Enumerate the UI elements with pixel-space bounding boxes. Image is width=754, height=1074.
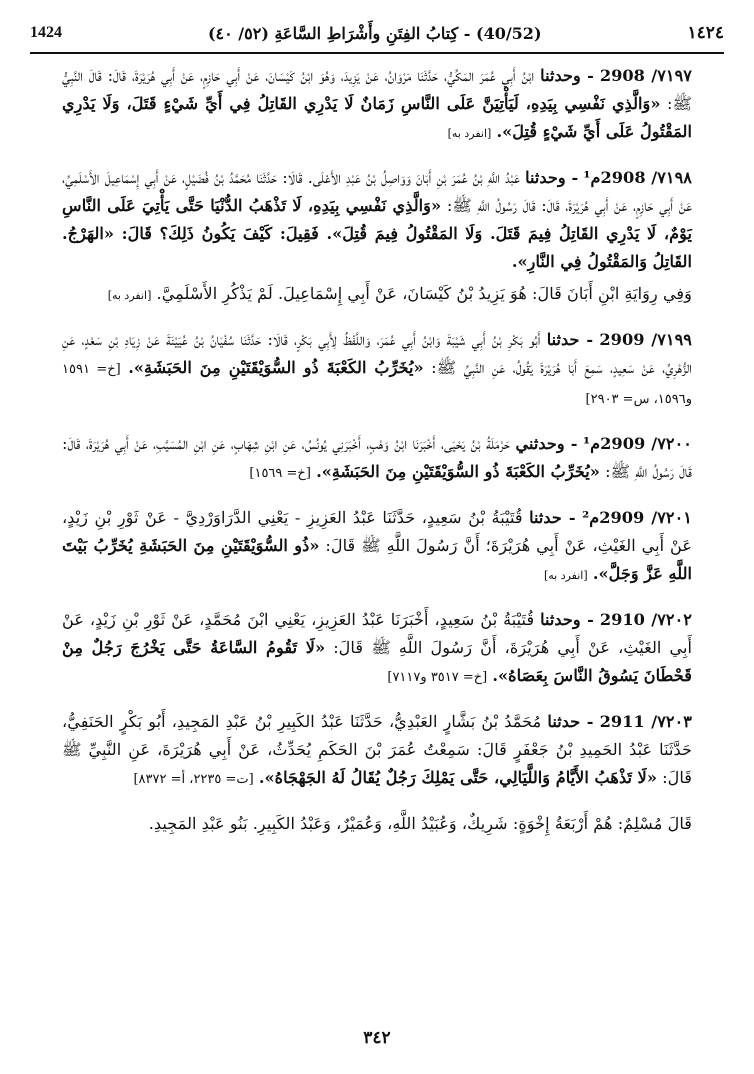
hadith-7197 [62, 62, 692, 148]
hadith-text: «يُخَرِّبُ الكَعْبَةَ ذُو السُّوَيْقَتَيْنِ مِنَ الحَبَشَةِ». [128, 358, 424, 377]
hadith-7201 [62, 504, 692, 590]
hadith-7198-variant [62, 280, 692, 310]
page-number-arabic: ١٤٢٤ [687, 23, 724, 43]
hadith-intro: - حدثنا [546, 330, 594, 349]
hadith-intro: - حدثنا [529, 508, 576, 527]
hadith-number: ٧٢٠٣/ 2911 [599, 712, 692, 731]
variant-text: وَفِي رِوَايَةِ ابْنِ أَبَانَ قَالَ: هُوَ يَزِيدُ بْنُ كَيْسَانَ، عَنْ أَبِي إِسْمَاعِيلَ. لَمْ يَذْكُرِ الأَسْلَمِيَّ. [156, 284, 692, 303]
hadith-chain: حَرْمَلَةُ بْنُ يَحْيَى، أَخْبَرَنَا ابْنُ وَهْبٍ، أَخْبَرَنِي يُونُسُ، عَنِ ابْنِ شِهَابٍ، عَنِ ابْنِ المُسَيَّبِ، عَنْ أَبِي هُرَيْرَةَ، قَالَ: قَالَ رَسُولُ اللَّهِ ﷺ: [62, 434, 692, 481]
hadith-text: «وَالَّذِي نَفْسِي بِيَدِهِ، لَا تَذْهَبُ الدُّنْيَا حَتَّى يَأْتِيَ عَلَى النَّاسِ يَوْمٌ، لَا يَدْرِي القَاتِلُ فِيمَ قَتَلَ. وَلَا المَقْتُولُ فِيمَ قُتِلَ». فَقِيلَ: كَيْفَ يَكُونُ ذَلِكَ؟ قَالَ: «الهَرْجُ. القَاتِلُ وَالمَقْتُولُ فِي النَّارِ». [62, 196, 692, 271]
hadith-text: «يُخَرِّبُ الكَعْبَةَ ذُو السُّوَيْقَتَيْنِ مِنَ الحَبَشَةِ». [316, 462, 600, 481]
hadith-chain: عَبْدُ اللَّهِ بْنُ عُمَرَ بْنِ أَبَانَ وَوَاصِلُ بْنُ عَبْدِ الأَعْلَى. قَالَا: حَدَّثَنَا مُحَمَّدُ بْنُ فُضَيْلٍ، عَنْ أَبِي إِسْمَاعِيلَ الأَسْلَمِيِّ، عَنْ أَبِي حَازِمٍ، عَنْ أَبِي هُرَيْرَةَ، قَالَ: قَالَ رَسُولُ اللَّهِ ﷺ: [62, 168, 692, 215]
hadith-number: ٧٢٠٠/ 2909م¹ [583, 434, 692, 453]
hadith-intro: - حدثنا [547, 712, 594, 731]
source-note: [انفرد به] [107, 289, 152, 302]
source-note: [انفرد به] [543, 569, 588, 582]
hadith-7199 [62, 326, 692, 414]
cross-reference: [ت= ٢٢٣٥، أ= ٨٣٧٢] [133, 772, 254, 787]
muslim-note: قَالَ مُسْلِمٌ: هُمْ أَرْبَعَةُ إِخْوَةٍ: شَرِيكٌ، وَعُبَيْدُ اللَّهِ، وَعُمَيْرٌ، وَعَبْدُ الكَبِيرِ. بَنُو عَبْدِ المَجِيدِ. [148, 814, 692, 833]
hadith-number: ٧٢٠٢/ 2910 [599, 610, 692, 629]
hadith-text: «ذُو السُّوَيْقَتَيْنِ مِنَ الحَبَشَةِ يُخَرِّبُ بَيْتَ اللَّهِ عَزَّ وَجَلَّ». [62, 536, 692, 583]
hadith-chain: قُتَيْبَةُ بْنُ سَعِيدٍ، أَخْبَرَنَا عَبْدُ العَزِيزِ، يَعْنِي ابْنَ مُحَمَّدٍ، عَنْ ثَوْرِ بْنِ زَيْدٍ، عَنْ أَبِي الغَيْثِ، عَنْ أَبِي هُرَيْرَةَ، أَنَّ رَسُولَ اللَّهِ ﷺ قَالَ: [62, 610, 692, 657]
hadith-7200 [62, 430, 692, 488]
header-rule [30, 52, 724, 54]
hadith-number: ٧١٩٨/ 2908م¹ [583, 168, 692, 187]
hadith-text: «لَا تَقُومُ السَّاعَةُ حَتَّى يَخْرُجَ رَجُلٌ مِنْ قَحْطَانَ يَسُوقُ النَّاسَ بِعَصَاهُ». [62, 638, 692, 685]
source-note: [انفرد به] [447, 127, 492, 140]
hadith-7198 [62, 164, 692, 276]
hadith-intro: - وحدثنا [540, 610, 594, 629]
page-header [30, 18, 724, 48]
hadith-number: ٧١٩٧/ 2908 [599, 66, 692, 85]
hadith-intro: - وحدثنا [525, 168, 579, 187]
hadith-text: «لَا تَذْهَبُ الأَيَّامُ وَاللَّيَالِي، حَتَّى يَمْلِكَ رَجُلٌ يُقَالُ لَهُ الجَهْجَاهُ». [258, 768, 657, 787]
page-body [62, 62, 692, 854]
hadith-7202 [62, 606, 692, 692]
hadith-7203 [62, 708, 692, 794]
page-number-latin: 1424 [30, 24, 62, 41]
hadith-number: ٧١٩٩/ 2909 [599, 330, 692, 349]
cross-reference: [خ= ١٥٦٩] [249, 466, 311, 481]
hadith-chain: مُحَمَّدُ بْنُ بَشَّارٍ العَبْدِيُّ، حَدَّثَنَا عَبْدُ الكَبِيرِ بْنُ عَبْدِ المَجِيدِ، أَبُو بَكْرٍ الحَنَفِيُّ، حَدَّثَنَا عَبْدُ الحَمِيدِ بْنُ جَعْفَرٍ قَالَ: سَمِعْتُ عُمَرَ بْنَ الحَكَمِ يُحَدِّثُ، عَنْ أَبِي هُرَيْرَةَ، عَنِ النَّبِيِّ ﷺ قَالَ: [62, 712, 692, 787]
cross-reference: [خ= ١٥٩١ و١٥٩٦، س= ٢٩٠٣] [62, 362, 692, 407]
hadith-text: «وَالَّذِي نَفْسِي بِيَدِهِ، لَيَأْتِيَنَّ عَلَى النَّاسِ زَمَانٌ لَا يَدْرِي القَاتِلُ فِي أَيِّ شَيْءٍ قَتَلَ، وَلَا يَدْرِي المَقْتُولُ عَلَى أَيِّ شَيْءٍ قُتِلَ». [62, 94, 692, 141]
hadith-chain: أَبُو بَكْرِ بْنُ أَبِي شَيْبَةَ وَابْنُ أَبِي عُمَرَ، وَاللَّفْظُ لِأَبِي بَكْرٍ، قَالَا: حَدَّثَنَا سُفْيَانُ بْنُ عُيَيْنَةَ عَنْ زِيَادِ بْنِ سَعْدٍ، عَنِ الزُّهْرِيِّ، عَنْ سَعِيدٍ، سَمِعَ أَبَا هُرَيْرَةَ يَقُولُ، عَنِ النَّبِيِّ ﷺ: [62, 330, 692, 377]
hadith-number: ٧٢٠١/ 2909م² [582, 508, 692, 527]
hadith-intro: - وحدثنا [540, 66, 594, 85]
cross-reference: [خ= ٣٥١٧ و٧١١٧] [387, 670, 488, 685]
hadith-intro: - وحدثني [515, 434, 578, 453]
page-footer-number: ٣٤٢ [363, 1028, 391, 1048]
hadith-chain: ابْنُ أَبِي عُمَرَ المَكِّيُّ، حَدَّثَنَا مَرْوَانُ، عَنْ يَزِيدَ، وَهُوَ ابْنُ كَيْسَانَ، عَنْ أَبِي حَازِمٍ، عَنْ أَبِي هُرَيْرَةَ، قَالَ: قَالَ النَّبِيُّ ﷺ: [62, 66, 692, 113]
running-title: (40/52) - كِتابُ الفِتَنِ وأَشْرَاطِ السَّاعَةِ (٥٢/ ٤٠) [207, 23, 542, 43]
hadith-chain: قُتَيْبَةُ بْنُ سَعِيدٍ، حَدَّثَنَا عَبْدُ العَزِيزِ - يَعْنِي الدَّرَاوَرْدِيَّ - عَنْ ثَوْرِ بْنِ زَيْدٍ، عَنْ أَبِي الغَيْثِ، عَنْ أَبِي هُرَيْرَةَ؛ أَنَّ رَسُولَ اللَّهِ ﷺ قَالَ: [62, 508, 692, 555]
